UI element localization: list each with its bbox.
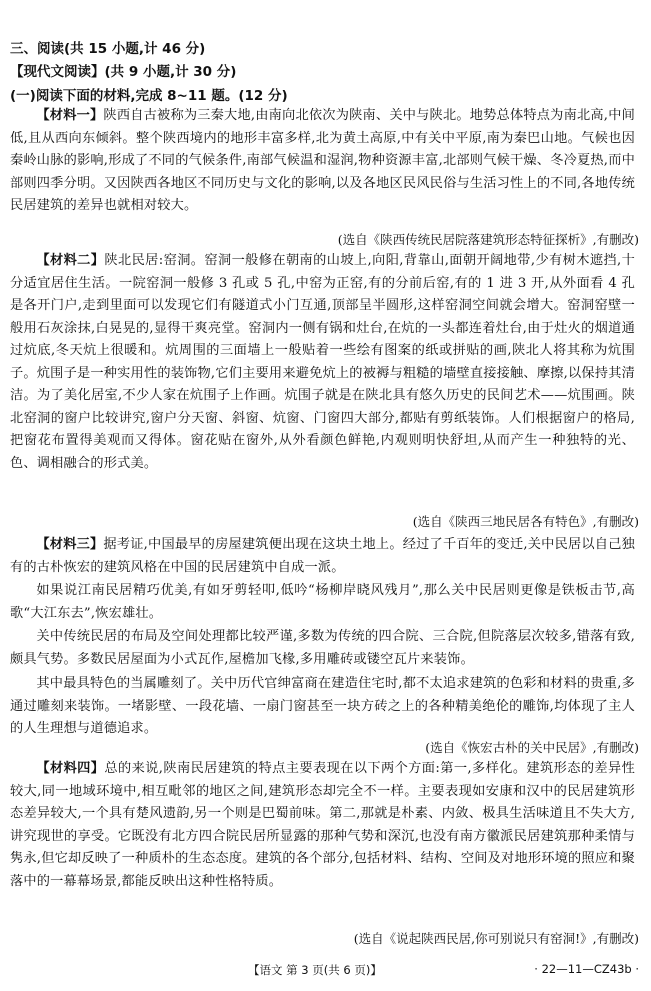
material-3-paragraph-4: 其中最具特色的当属雕刻了。关中历代官绅富商在建造住宅时,都不太追求建筑的色彩和材料的贵重,多通过雕刻来装饰。一堵影壁、一段花墙、一扇门窗甚至一块方砖之上的各种精美绝伦的雕饰,均体现了主人的人生理想与道德追求。 [10, 676, 635, 736]
material-3-paragraph-3: 关中传统民居的布局及空间处理都比较严谨,多数为传统的四合院、三合院,但院落层次较多,错落有致,颇具气势。多数民居屋面为小式瓦作,屋檐加飞椽,多用雕砖或镂空瓦片来装饰。 [10, 629, 635, 667]
page-number: 【语文 第 3 页(共 6 页)】 [248, 963, 382, 977]
material-3-paragraph-1: 【材料三】据考证,中国最早的房屋建筑便出现在这块土地上。经过了千百年的变迁,关中民居以自己独有的古朴恢宏的建筑风格在中国的民居建筑中自成一派。 [10, 537, 635, 575]
material-2-label: 【材料二】 [36, 253, 105, 268]
subsection-title: 【现代文阅读】(共 9 小题,计 30 分) [10, 64, 237, 80]
material-2-paragraph: 【材料二】陕北民居:窑洞。窑洞一般修在朝南的山坡上,向阳,背靠山,面朝开阔地带,少有树木遮挡,十分适宜居住生活。一院窑洞一般修 3 孔或 5 孔,中窑为正窑,有的分前后窑,有的 1 进 3 开,从外面看 4 孔是各开门户,走到里面可以发现它们有隧道式小门互通,顶部呈半圆形,这样窑洞空间就会增大。窑洞窑壁一般用石灰涂抹,白晃晃的,显得干爽亮堂。窑洞内一侧有锅和灶台,在炕的一头都连着灶台,由于灶火的烟道通过炕底,冬天炕上很暖和。炕周围的三面墙上一般贴着一些绘有图案的纸或拼贴的画,陕北人将其称为炕围子。炕围子是一种实用性的装饰物,它们主要用来避免炕上的被褥与粗糙的墙壁直接接触、摩擦,以保持其清洁。为了美化居室,不少人家在炕围子上作画。炕围子就是在陕北具有悠久历史的民间艺术——炕围画。陕北窑洞的窗户比较讲究,窗户分天窗、斜窗、炕窗、门窗四大部分,都贴有剪纸装饰。人们根据窗户的格局,把窗花布置得美观而又得体。窗花贴在窗外,从外看颜色鲜艳,内观则明快舒坦,从而产生一种独特的光、色、调相融合的形式美。 [10, 253, 636, 471]
part-title: (一)阅读下面的材料,完成 8~11 题。(12 分) [10, 88, 288, 104]
material-3-paragraph-2: 如果说江南民居精巧优美,有如牙剪轻叩,低吟“杨柳岸晓风残月”,那么关中民居则更像是铁板击节,高歌“大江东去”,恢宏雄壮。 [10, 583, 635, 621]
material-1-source: (选自《陕西传统民居院落建筑形态特征探析》,有删改) [337, 232, 639, 247]
exam-code: · 22—11—CZ43b · [534, 962, 639, 976]
material-3-source: (选自《恢宏古朴的关中民居》,有删改) [425, 740, 639, 755]
material-4-label: 【材料四】 [36, 761, 105, 776]
material-1-label: 【材料一】 [36, 108, 104, 123]
material-4-source: (选自《说起陕西民居,你可别说只有窑洞!》,有删改) [353, 931, 639, 946]
material-2-source: (选自《陕西三地民居各有特色》,有删改) [412, 514, 639, 529]
page-footer [0, 960, 651, 980]
material-3-label: 【材料三】 [36, 537, 104, 552]
material-1-paragraph: 【材料一】陕西自古被称为三秦大地,由南向北依次为陕南、关中与陕北。地势总体特点为南北高,中间低,且从西向东倾斜。整个陕西境内的地形丰富多样,北为黄土高原,中有关中平原,南为秦巴山地。气候也因秦岭山脉的影响,形成了不同的气候条件,南部气候温和湿润,物种资源丰富,北部则气候干燥、冬冷夏热,而中部则四季分明。又因陕西各地区不同历史与文化的影响,以及各地区民风民俗与生活习性上的不同,各地传统民居建筑的差异也就相对较大。 [10, 108, 635, 213]
material-4-paragraph: 【材料四】总的来说,陕南民居建筑的特点主要表现在以下两个方面:第一,多样化。建筑形态的差异性较大,同一地域环境中,相互毗邻的地区之间,建筑形态却完全不一样。主要表现如安康和汉中的民居建筑形态差异较大,一个具有楚风遗韵,另一个则是巴蜀前味。第二,那就是朴素、内敛、极具生活味道且不失大方,讲究现世的享受。它既没有北方四合院民居所显露的那种气势和深沉,也没有南方徽派民居建筑那种柔情与隽永,但它却反映了一种质朴的生态态度。建筑的各个部分,包括材料、结构、空间及对地形环境的照应和聚落中的一幕幕场景,都能反映出这种性格特质。 [10, 761, 635, 889]
section-title: 三、阅读(共 15 小题,计 46 分) [10, 41, 206, 57]
